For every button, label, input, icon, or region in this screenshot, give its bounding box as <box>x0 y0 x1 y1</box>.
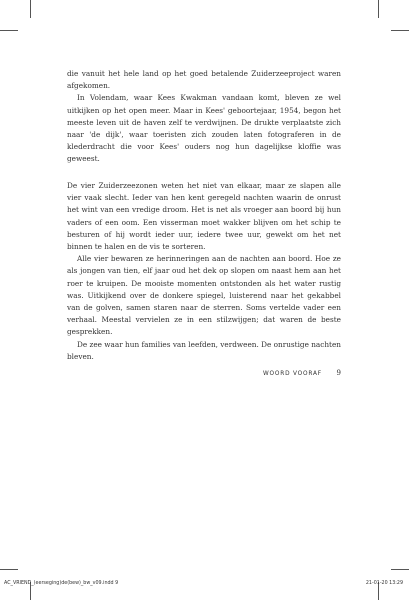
crop-mark <box>378 0 379 18</box>
crop-mark <box>391 30 409 31</box>
paragraph: In Volendam, waar Kees Kwakman vandaan komt, bleven ze wel uitkijken op het open meer. Maar in Kees' geboortejaar, 1954, begon het meeste leven uit de haven zelf te verdwijnen. De drukte verplaatste zich naar 'de dijk', waar toeristen zich zouden laten fotograferen in de klederdracht die voor Kees' ouders nog hun dagelijkse kloffie was geweest. <box>67 93 341 164</box>
slug-filename: AC_VRIEND_(eerseging)de(bew)_bw_v09.indd 9 <box>4 581 119 586</box>
section-label: WOORD VOORAF <box>263 371 322 377</box>
paragraph: De vier Zuiderzeezonen weten het niet van elkaar, maar ze slapen alle vier vaak slecht. Ieder van hen kent geregeld nachten waarin de onrust het wint van een vredige droom. Het is net als vroeger aan boord bij hun vaders of een oom. Een visserman moet wakker blijven om het schip te besturen of hij wordt ieder uur, iedere twee uur, gewekt om het net binnen te halen en de vis te sorteren. <box>67 181 341 252</box>
slug-datetime: 21-01-20 13:29 <box>365 581 403 586</box>
body-text-section-2 <box>67 180 341 363</box>
crop-mark <box>0 30 18 31</box>
crop-mark <box>30 0 31 18</box>
paragraph: Alle vier bewaren ze herinneringen aan de nachten aan boord. Hoe ze als jongen van tien, elf jaar oud het dek op slopen om naast hem aan het roer te kruipen. De mooiste momenten ontstonden als het water rustig was. Uitkijkend over de donkere spiegel, luisterend naar het gekabbel van de golven, samen staren naar de sterren. Soms vertelde vader een verhaal. Meestal vervielen ze in een stilzwijgen; dat waren de beste gesprekken. <box>67 254 341 337</box>
crop-mark <box>391 569 409 570</box>
paragraph: die vanuit het hele land op het goed betalende Zuiderzeeproject waren afgekomen. <box>67 69 341 91</box>
page-number: 9 <box>336 369 341 377</box>
paragraph: De zee waar hun families van leefden, verdween. De onrustige nachten bleven. <box>67 339 341 361</box>
crop-mark <box>0 569 18 570</box>
body-text-section-1 <box>67 68 341 166</box>
running-footer <box>200 369 341 377</box>
